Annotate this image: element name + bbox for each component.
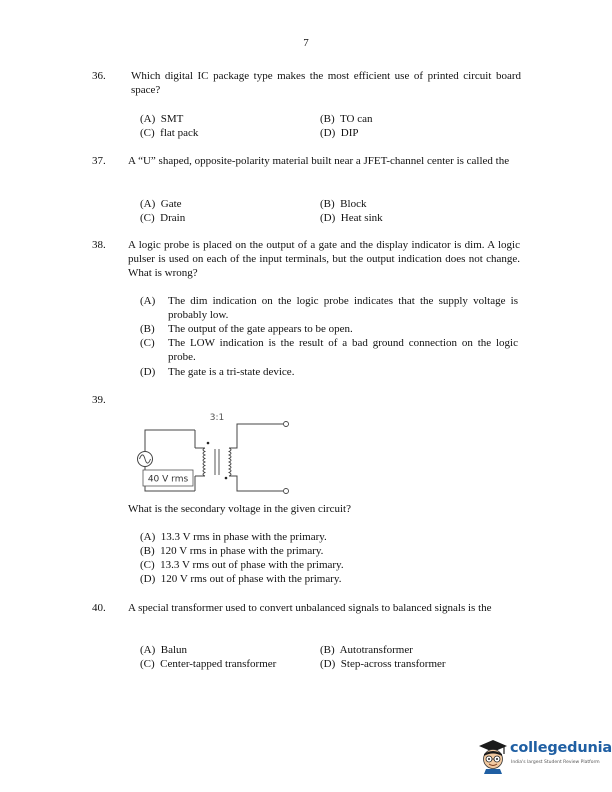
question-number: 40. [92,602,106,614]
output-terminal [284,489,289,494]
option-b: (B) 120 V rms in phase with the primary. [140,545,324,557]
question-text: A logic probe is placed on the output of a gate and the display indicator is dim. A logic pulser is used on each of the input terminals, but the output indication does not change. What is wrong? [128,239,520,279]
option-a: (A) Gate [140,198,182,210]
option-d-text: The gate is a tri-state device. [168,366,295,378]
option-b: (B) Block [320,198,367,210]
secondary-bottom-wire [229,476,283,491]
option-a: (A) Balun [140,644,188,656]
logo-wordmark: collegedunia [510,740,612,756]
option-a: (A) 13.3 V rms in phase with the primary. [140,531,327,543]
option-b: (B) Autotransformer [320,644,413,656]
option-c: (C) Drain [140,212,186,224]
question-text: A “U” shaped, opposite-polarity material built near a JFET-channel center is called the [128,155,510,167]
output-terminal [284,422,289,427]
option-c: (C) Center-tapped transformer [140,658,277,670]
secondary-polarity-dot [225,477,228,480]
question-text: Which digital IC package type makes the most efficient use of printed circuit board space? [131,70,521,96]
option-d: (D) 120 V rms out of phase with the primary. [140,573,342,585]
option-d: (D) DIP [320,127,359,139]
secondary-top-wire [229,424,283,448]
primary-top-wire [145,430,195,452]
page-number: 7 [303,37,309,49]
transformer-circuit-diagram [125,408,300,500]
option-label: (B) [140,323,155,335]
option-c-text: The LOW indication is the result of a bad ground connection on the logic probe. [168,337,518,363]
question-text: A special transformer used to convert unbalanced signals to balanced signals is the [128,602,492,614]
option-c: (C) flat pack [140,127,199,139]
question-number: 37. [92,155,106,167]
option-c: (C) 13.3 V rms out of phase with the primary. [140,559,344,571]
question-number: 38. [92,239,106,251]
option-d: (D) Heat sink [320,212,383,224]
option-label: (D) [140,366,156,378]
question-number: 36. [92,70,106,82]
primary-polarity-dot [207,442,210,445]
option-a: (A) SMT [140,113,184,125]
graduate-mascot-icon [478,738,508,774]
logo-tagline: India's largest Student Review Platform [511,760,600,765]
question-text: What is the secondary voltage in the given circuit? [128,503,351,515]
option-b-text: The output of the gate appears to be open. [168,323,353,335]
option-label: (C) [140,337,155,349]
option-d: (D) Step-across transformer [320,658,446,670]
turns-ratio-label: 3:1 [209,413,225,423]
question-number: 39. [92,394,106,406]
source-voltage-label: 40 V rms [147,474,189,485]
secondary-coil [229,448,231,476]
option-b: (B) TO can [320,113,373,125]
primary-coil [203,448,205,476]
collegedunia-logo [478,738,612,778]
option-a-text: The dim indication on the logic probe indicates that the supply voltage is probably low. [168,295,518,321]
option-label: (A) [140,295,156,307]
